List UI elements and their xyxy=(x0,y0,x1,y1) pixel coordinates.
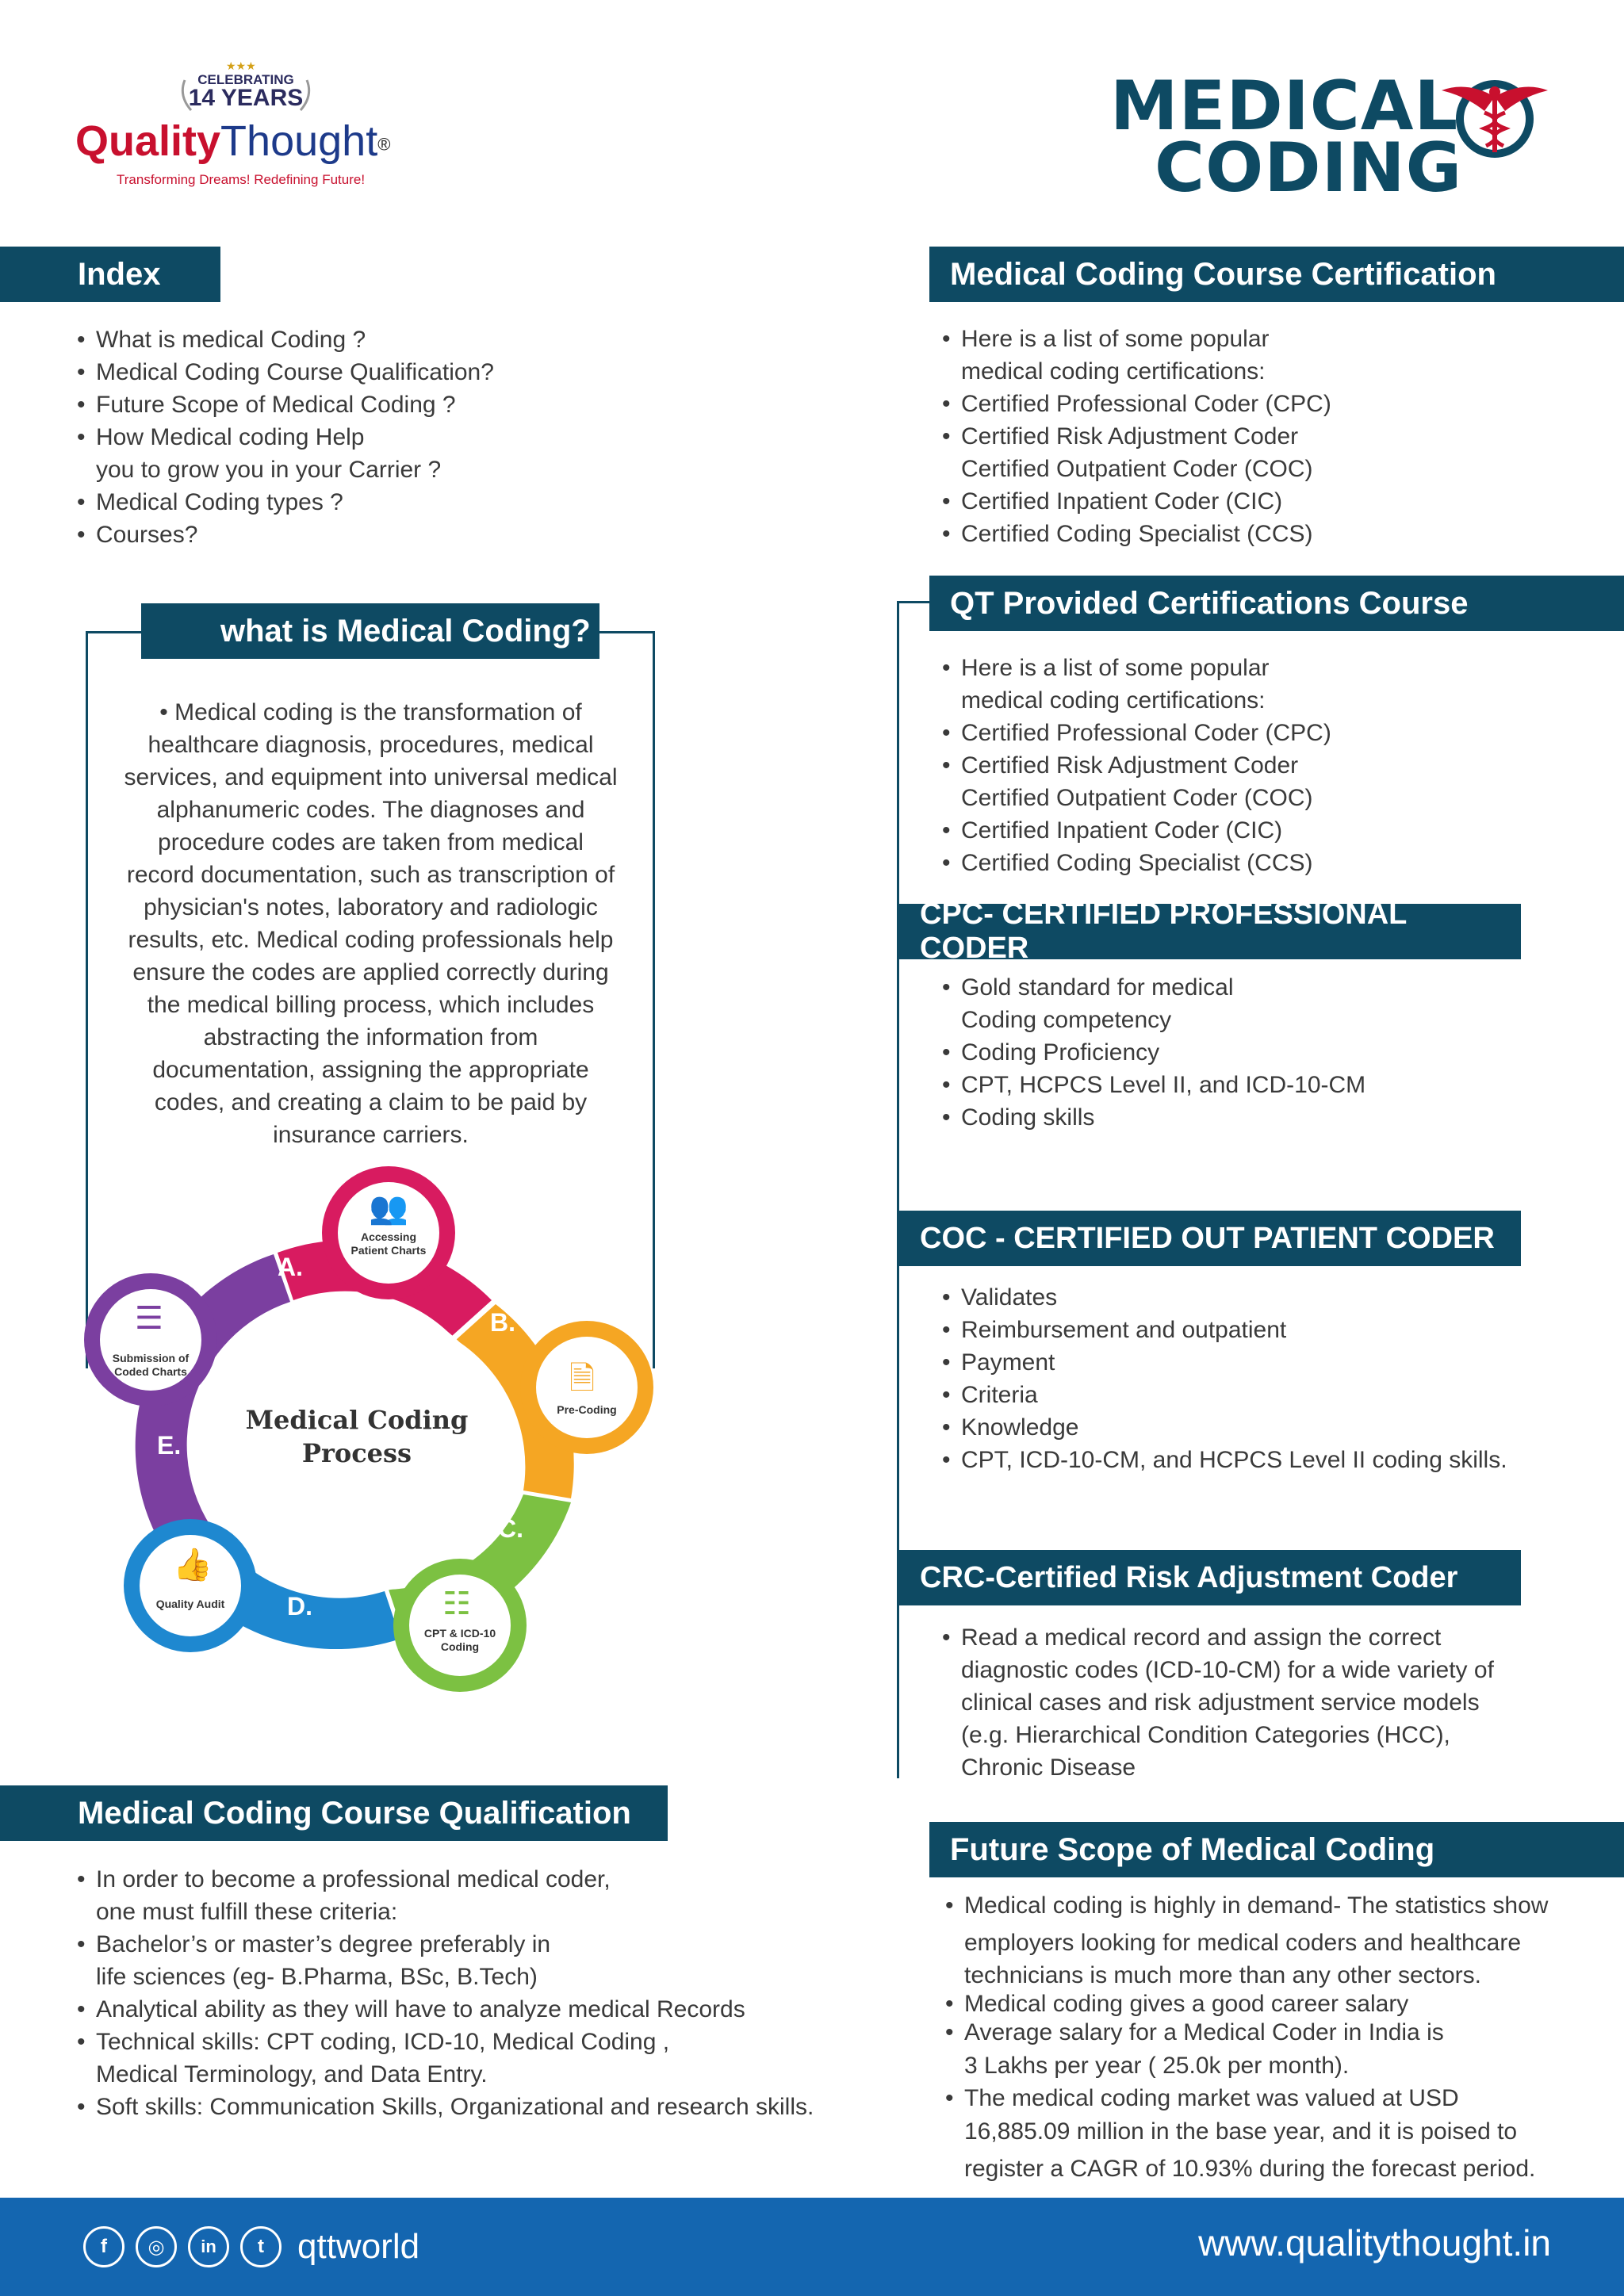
qt-provided-item: medical coding certifications: xyxy=(961,687,1266,714)
future-item: 16,885.09 million in the base year, and it is poised to xyxy=(964,2118,1518,2145)
certification-item: • Certified Coding Specialist (CCS) xyxy=(940,518,1591,550)
qualification-item: Medical Terminology, and Data Entry. xyxy=(96,2061,488,2087)
future-item: • Medical coding is highly in demand- The statistics show xyxy=(944,1887,1618,1924)
qualification-item: • Analytical ability as they will have to analyze medical Records xyxy=(75,1993,868,2026)
right-column-rule-top xyxy=(897,601,933,603)
website-link[interactable]: www.qualitythought.in xyxy=(1198,2222,1551,2263)
crc-header: CRC-Certified Risk Adjustment Coder xyxy=(899,1550,1521,1605)
qt-provided-item: • Certified Inpatient Coder (CIC) xyxy=(940,814,1591,847)
registered-mark: ® xyxy=(377,134,391,155)
coc-list xyxy=(940,1281,1607,1476)
qt-provided-item: • Certified Coding Specialist (CCS) xyxy=(940,847,1591,879)
qualification-item: • Soft skills: Communication Skills, Organizational and research skills. xyxy=(75,2091,868,2123)
index-item[interactable]: • Future Scope of Medical Coding ? xyxy=(75,388,789,421)
crc-item: diagnostic codes (ICD-10-CM) for a wide variety of xyxy=(961,1657,1494,1683)
process-center-title: Medical Coding Process xyxy=(245,1405,469,1468)
future-list xyxy=(944,1887,1618,2187)
title-line-coding: CODING xyxy=(1155,128,1463,208)
cpc-item: • Coding Proficiency xyxy=(940,1036,1591,1069)
index-item[interactable]: • Medical Coding types ? xyxy=(75,486,789,519)
brand-logo xyxy=(75,59,416,198)
future-item: • Medical coding gives a good career salary xyxy=(944,1990,1618,2019)
future-item: • Average salary for a Medical Coder in India is xyxy=(944,2019,1618,2047)
cpc-item: • CPT, HCPCS Level II, and ICD-10-CM xyxy=(940,1069,1591,1101)
index-header: Index xyxy=(0,247,220,302)
qualification-item: • Bachelor’s or master’s degree preferably in xyxy=(75,1928,868,1961)
stars-icon: ★★★ xyxy=(226,59,256,72)
people-chat-icon: 👥 xyxy=(369,1191,408,1226)
step-d-label: Quality Audit xyxy=(155,1598,225,1610)
crc-item: (e.g. Hierarchical Condition Categories (HCC), xyxy=(961,1722,1450,1748)
qt-provided-item: • Certified Professional Coder (CPC) xyxy=(940,717,1591,749)
qualification-item: • In order to become a professional medical coder, xyxy=(75,1863,868,1896)
qt-provided-list xyxy=(940,652,1591,879)
qualification-item: one must fulfill these criteria: xyxy=(96,1899,398,1925)
what-is-header: what is Medical Coding? xyxy=(141,603,599,659)
cpc-list xyxy=(940,971,1591,1134)
index-list xyxy=(75,323,789,551)
coc-item: • Knowledge xyxy=(940,1411,1607,1444)
coc-header: COC - CERTIFIED OUT PATIENT CODER xyxy=(899,1211,1521,1266)
certification-item: • Certified Professional Coder (CPC) xyxy=(940,388,1591,420)
future-header: Future Scope of Medical Coding xyxy=(929,1822,1624,1877)
document-icon: 🗎 xyxy=(569,1361,596,1396)
qt-provided-item: Certified Outpatient Coder (COC) xyxy=(961,785,1313,811)
future-item: register a CAGR of 10.93% during the forecast period. xyxy=(964,2156,1536,2182)
cpc-item: Coding competency xyxy=(961,1007,1172,1033)
cpc-header: CPC- CERTIFIED PROFESSIONAL CODER xyxy=(899,904,1521,959)
qualification-item: life sciences (eg- B.Pharma, BSc, B.Tech) xyxy=(96,1964,538,1990)
twitter-icon[interactable]: t xyxy=(240,2226,282,2267)
list-icon: ☰ xyxy=(135,1301,163,1336)
future-item: • The medical coding market was valued at USD xyxy=(944,2084,1618,2113)
step-d-letter: D. xyxy=(287,1592,312,1621)
logo-brand-quality: Quality xyxy=(75,117,221,165)
cpc-item: • Gold standard for medical xyxy=(940,971,1591,1004)
index-item[interactable]: • Medical Coding Course Qualification? xyxy=(75,356,789,388)
title-line-medical: MEDICAL xyxy=(1110,67,1459,146)
step-c-label: CPT & ICD-10 Coding xyxy=(423,1627,496,1653)
caduceus-icon xyxy=(1435,73,1554,160)
qualification-list xyxy=(75,1863,868,2123)
coc-item: • Payment xyxy=(940,1346,1607,1379)
social-handle[interactable]: qttworld xyxy=(297,2227,420,2266)
logo-years: 14 YEARS xyxy=(188,85,304,111)
certification-item: Certified Outpatient Coder (COC) xyxy=(961,456,1313,482)
index-item[interactable]: • How Medical coding Help xyxy=(75,421,789,453)
future-item: employers looking for medical coders and healthcare xyxy=(964,1930,1522,1956)
logo-brand-thought: Thought xyxy=(220,117,378,165)
crc-item: clinical cases and risk adjustment service models xyxy=(961,1689,1480,1716)
step-e-label: Submission of Coded Charts xyxy=(112,1352,190,1378)
cpc-item: • Coding skills xyxy=(940,1101,1591,1134)
step-c-letter: C. xyxy=(498,1514,523,1543)
title-logo xyxy=(1110,67,1554,208)
coc-item: • Criteria xyxy=(940,1379,1607,1411)
certification-item: • Certified Risk Adjustment Coder xyxy=(940,420,1591,453)
step-a-label: Accessing Patient Charts xyxy=(350,1230,427,1257)
certification-item: medical coding certifications: xyxy=(961,358,1266,385)
logo-tagline: Transforming Dreams! Redefining Future! xyxy=(117,172,366,187)
step-e-letter: E. xyxy=(157,1431,182,1460)
thumbs-up-icon: 👍 xyxy=(173,1548,213,1582)
step-b-letter: B. xyxy=(490,1308,515,1337)
coc-item: • Reimbursement and outpatient xyxy=(940,1314,1607,1346)
crc-list xyxy=(940,1621,1607,1784)
facebook-icon[interactable]: f xyxy=(83,2226,124,2267)
qt-provided-header: QT Provided Certifications Course xyxy=(929,576,1624,631)
instagram-icon[interactable]: ◎ xyxy=(136,2226,177,2267)
crc-item: • Read a medical record and assign the correct xyxy=(940,1621,1607,1654)
laurel-icon xyxy=(177,75,315,113)
certification-header: Medical Coding Course Certification xyxy=(929,247,1624,302)
what-is-paragraph: • Medical coding is the transformation of healthcare diagnosis, procedures, medical services, and equipment into universal medical alphanumeric codes. The diagnoses and procedure codes are taken from medical record documentation, such as transcription of physician's notes, laboratory and radiologic results, etc. Medical coding professionals help ensure the codes are applied correctly during the medical billing process, which includes abstracting the information from documentation, assigning the appropriate codes, and creating a claim to be paid by insurance carriers. xyxy=(124,699,618,1148)
checklist-icon: ☷ xyxy=(442,1586,471,1621)
index-item[interactable]: • Courses? xyxy=(75,519,789,551)
footer-bar xyxy=(0,2198,1624,2296)
certification-list xyxy=(940,323,1591,550)
crc-item: Chronic Disease xyxy=(961,1755,1136,1781)
step-a-letter: A. xyxy=(278,1253,303,1281)
certification-item: • Here is a list of some popular xyxy=(940,323,1591,355)
coc-item: • CPT, ICD-10-CM, and HCPCS Level II coding skills. xyxy=(940,1444,1607,1476)
index-item[interactable]: • What is medical Coding ? xyxy=(75,323,789,356)
qt-provided-item: • Here is a list of some popular xyxy=(940,652,1591,684)
qualification-item: • Technical skills: CPT coding, ICD-10, Medical Coding , xyxy=(75,2026,868,2058)
future-item: 3 Lakhs per year ( 25.0k per month). xyxy=(964,2053,1350,2079)
coc-item: • Validates xyxy=(940,1281,1607,1314)
step-b-label: Pre-Coding xyxy=(557,1403,617,1416)
certification-item: • Certified Inpatient Coder (CIC) xyxy=(940,485,1591,518)
qualification-header: Medical Coding Course Qualification xyxy=(0,1785,668,1841)
process-diagram xyxy=(63,1165,674,1712)
linkedin-icon[interactable]: in xyxy=(188,2226,229,2267)
logo-celebrating: CELEBRATING xyxy=(197,72,294,87)
qt-provided-item: • Certified Risk Adjustment Coder xyxy=(940,749,1591,782)
index-item[interactable]: you to grow you in your Carrier ? xyxy=(96,457,442,483)
future-item: technicians is much more than any other sectors. xyxy=(964,1962,1481,1988)
